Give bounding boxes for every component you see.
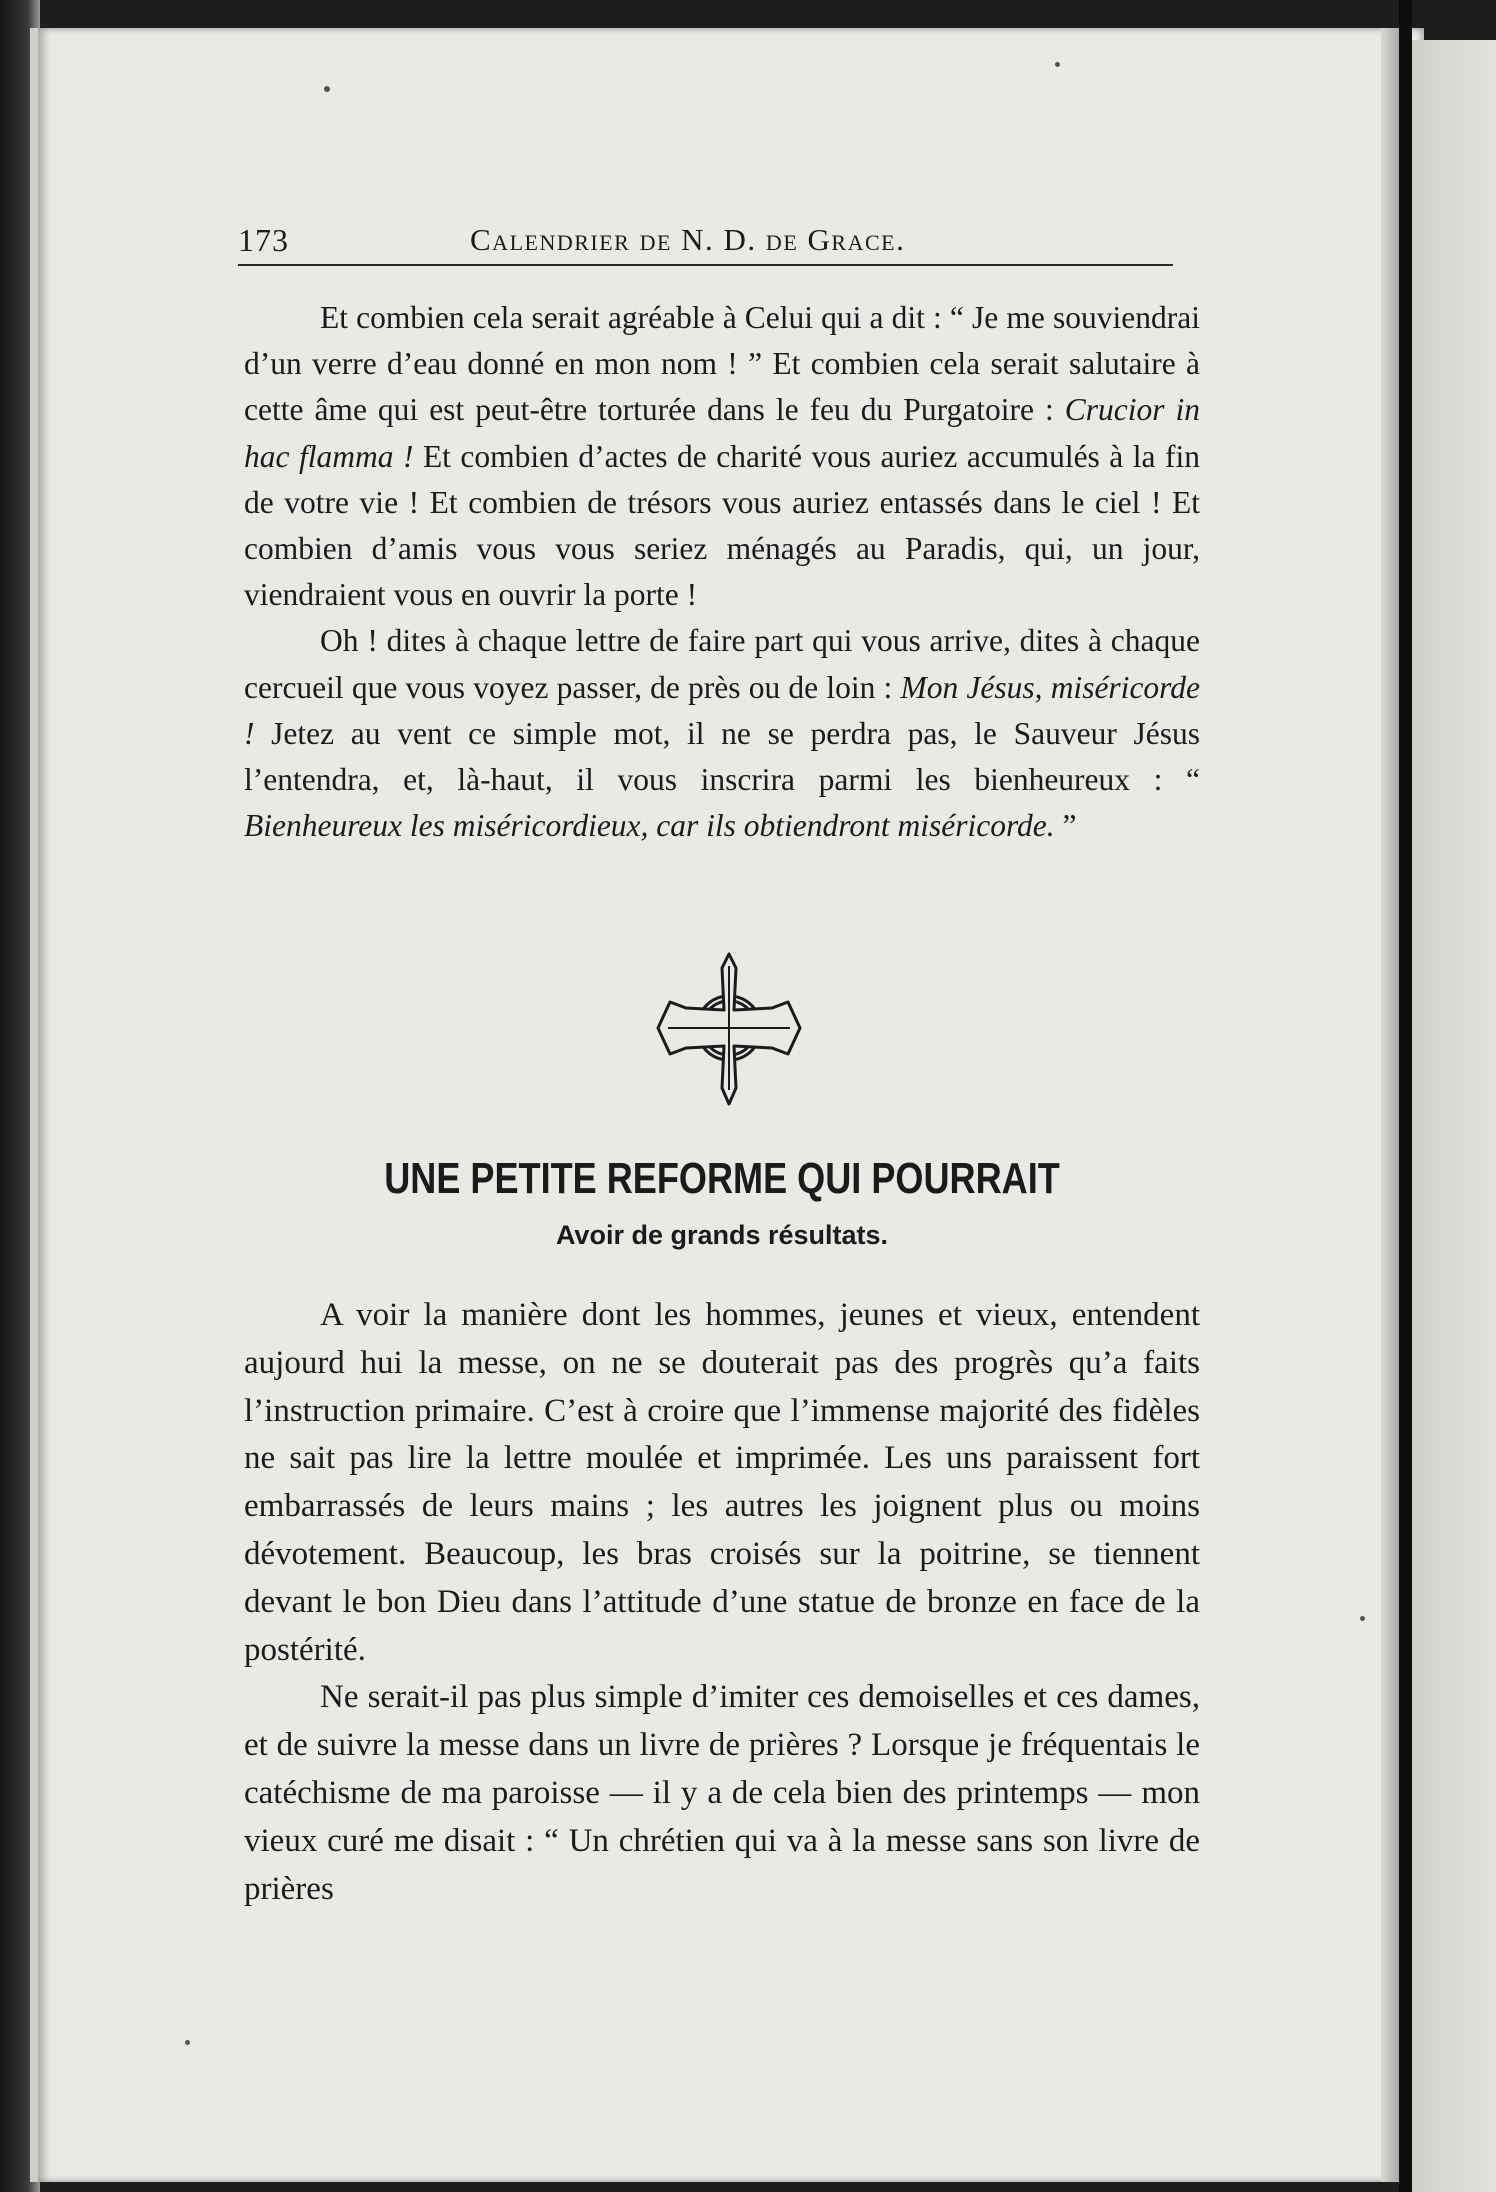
scan-speck <box>185 2040 190 2045</box>
paragraph <box>244 618 1200 849</box>
page-number: 173 <box>238 222 289 258</box>
text-run: ” <box>1054 808 1077 844</box>
text-run: A voir la manière dont les hommes, jeunes et vieux, entendent aujourd hui la messe, on ne se douterait pas des progrès qu’a faits l’instruction primaire. C’est à croire que l’immense majorité des fidèles ne sait pas lire la lettre moulée et imprimée. Les uns paraissent fort embarrassés de leurs mains ; les autres les joignent plus ou moins dévotement. Beaucoup, les bras croisés sur la poitrine, se tiennent devant le bon Dieu dans l’attitude d’une statue de bronze en face de la postérité. <box>244 1297 1200 1668</box>
paragraph <box>244 1674 1200 1913</box>
running-title: Calendrier de N. D. de Grace. <box>470 222 906 257</box>
section-title: UNE PETITE REFORME QUI POURRAIT <box>384 1154 1060 1203</box>
text-run: Jetez au vent ce simple mot, il ne se perdra pas, le Sauveur Jésus l’entendra, et, là-haut, il vous inscrira parmi les bienheureux : “ <box>244 715 1200 798</box>
page-gutter <box>1399 0 1412 2192</box>
adjacent-page-sliver <box>1412 40 1496 2192</box>
running-header <box>238 218 1198 266</box>
text-run: Et combien cela serait agréable à Celui qui a dit : “ Je me souviendrai d’un verre d’eau donné en mon nom ! ” Et combien cela serait salutaire à cette âme qui est peut-être torturée dans le feu du Purgatoire : <box>244 300 1200 428</box>
scan-speck <box>324 86 330 92</box>
italic-run: Mon Jésus, miséricorde ! <box>244 669 1200 751</box>
page-edge <box>1381 28 1399 2182</box>
section-subtitle: Avoir de grands résultats. <box>555 1220 889 1250</box>
scan-speck <box>1360 1616 1365 1621</box>
italic-run: Crucior in hac flamma ! <box>244 392 1200 474</box>
paragraph <box>244 295 1200 618</box>
paragraph <box>244 1292 1200 1674</box>
text-run: Oh ! dites à chaque lettre de faire part qui vous arrive, dites à chaque cercueil que vous voyez passer, de près ou de loin : <box>244 623 1200 705</box>
first-section-text <box>244 295 1200 849</box>
header-rule <box>238 264 1173 266</box>
text-run: Ne serait-il pas plus simple d’imiter ces demoiselles et ces dames, et de suivre la messe dans un livre de prières ? Lorsque je fréquentais le catéchisme de ma paroisse — il y a de cela bien des printemps — mon vieux curé me disait : “ Un chrétien qui va à la messe sans son livre de prières <box>244 1679 1200 1907</box>
italic-run: Bienheureux les miséricordieux, car ils obtiendront miséricorde. <box>244 808 1055 844</box>
cross-ornament-icon <box>654 948 804 1108</box>
text-run: Et combien d’actes de charité vous auriez accumulés à la fin de votre vie ! Et combien de trésors vous auriez entassés dans le ciel ! Et combien d’amis vous vous seriez ménagés au Paradis, qui, un jour, viendraient vous en ouvrir la porte ! <box>244 438 1200 613</box>
second-section-text <box>244 1292 1200 1913</box>
scan-speck <box>1055 62 1060 67</box>
